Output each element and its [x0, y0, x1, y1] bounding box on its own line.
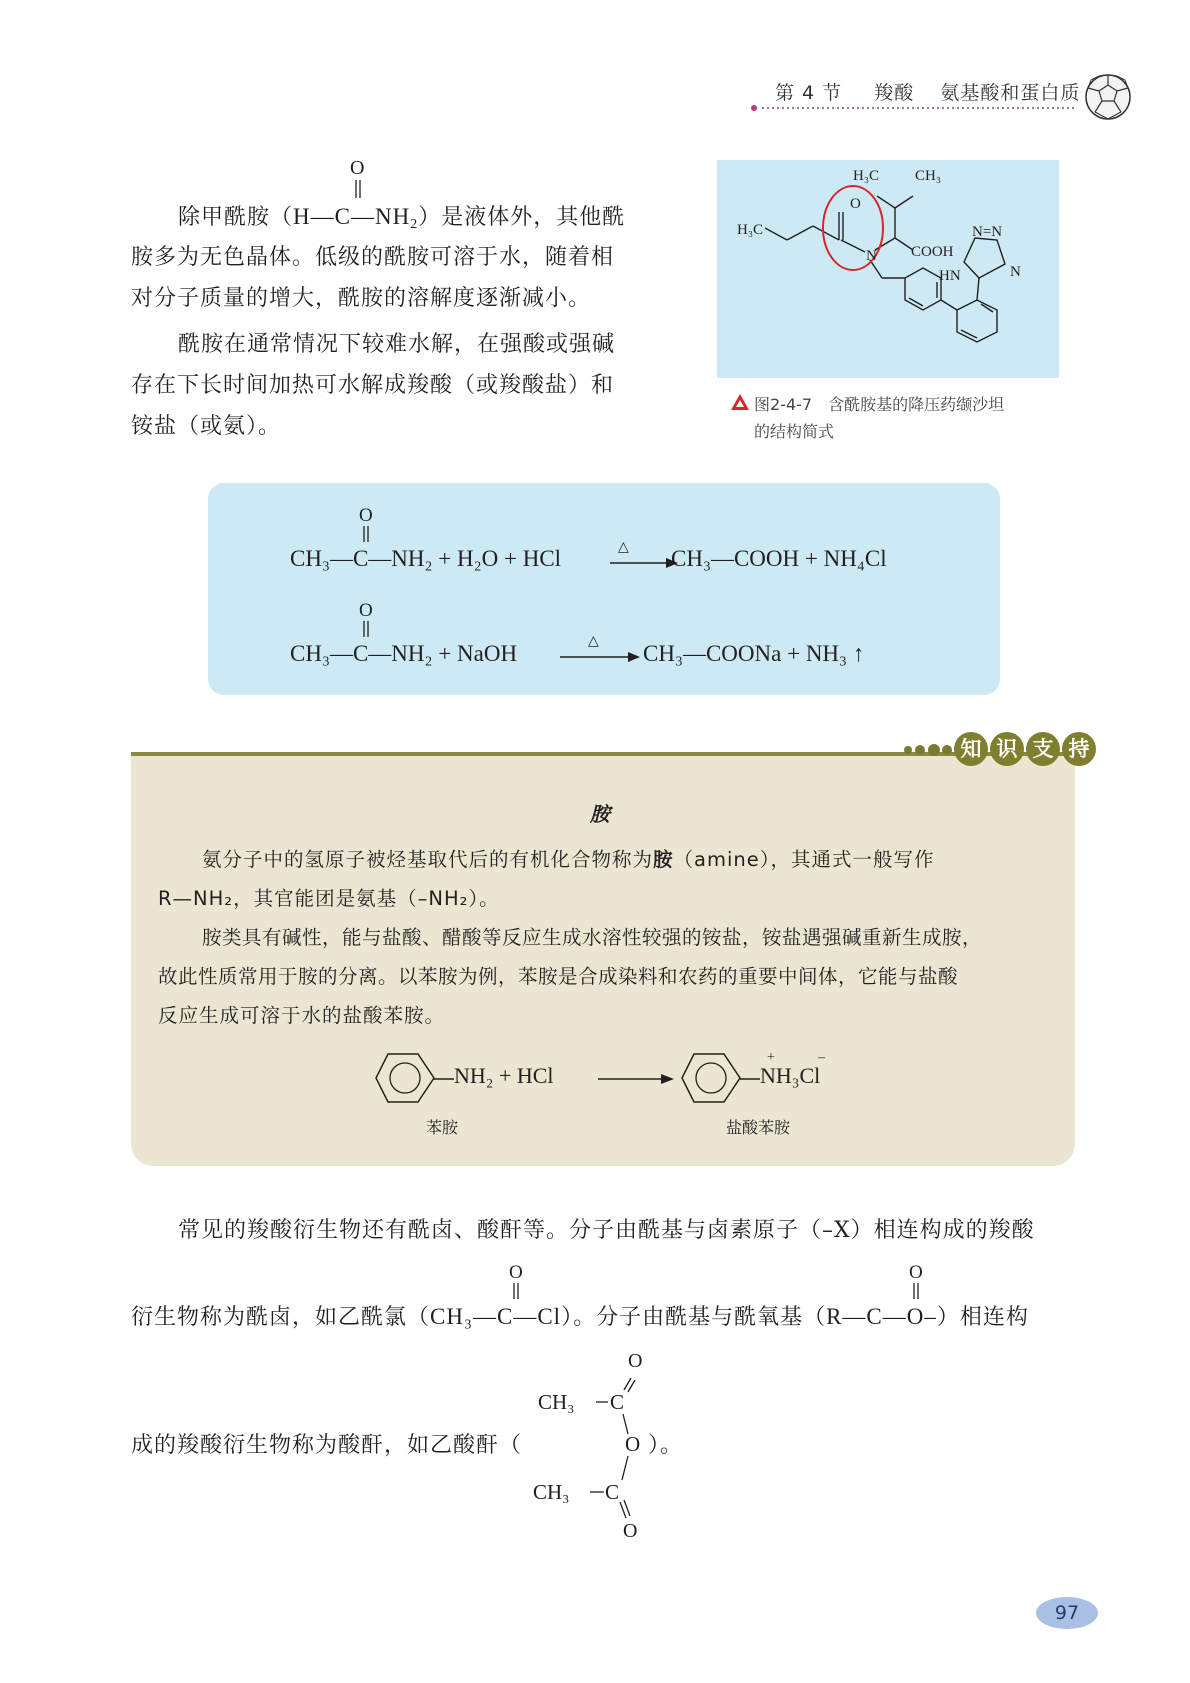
- valsartan-figure: [717, 160, 1059, 378]
- header-section: [775, 78, 1080, 105]
- para2-line1: 酰胺在通常情况下较难水解，在强酸或强碱: [178, 332, 616, 357]
- formamide-o: O: [350, 157, 365, 179]
- r1-o: O: [359, 505, 373, 526]
- figure-caption-line2: 的结构简式: [754, 422, 835, 441]
- r1-arrow: [610, 557, 678, 569]
- anhydride-ch3-bot: CH₃: [533, 1480, 570, 1504]
- label-n: N: [866, 248, 877, 264]
- para2-line2: 存在下长时间加热可水解成羧酸（或羧酸盐）和: [131, 373, 615, 398]
- header-dotted-rule: [750, 104, 1080, 112]
- caption-triangle-icon: [730, 393, 750, 411]
- minus-charge: –: [818, 1050, 825, 1065]
- badge-char-2: 识: [990, 732, 1024, 766]
- label-h3c-left: H₃C: [737, 222, 764, 238]
- plus-charge: +: [767, 1050, 775, 1065]
- knowledge-p2-line1: 胺类具有碱性，能与盐酸、醋酸等反应生成水溶性较强的铵盐，铵盐遇强碱重新生成胺，: [202, 926, 983, 949]
- label-aniline-hcl: 盐酸苯胺: [726, 1118, 791, 1137]
- r2-left: CH₃—C—NH₂ + NaOH: [290, 641, 518, 666]
- anhydride-c-top: C: [610, 1390, 625, 1414]
- r2-o: O: [359, 600, 373, 621]
- bond-left: [434, 1077, 454, 1081]
- valsartan-structure: [717, 160, 1059, 378]
- para3-line3-b: ）。: [648, 1433, 684, 1458]
- para1-line1: 除甲酰胺$(H—C—NH_2)$是液体外，其他酰: [178, 204, 626, 232]
- fullerene-icon: [1083, 72, 1133, 122]
- benzene-ring-right: [680, 1050, 744, 1106]
- para1-line3: 对分子质量的增大，酰胺的溶解度逐渐减小。: [131, 286, 592, 311]
- anhydride-o-bot: O: [623, 1520, 638, 1542]
- badge-char-1: 知: [954, 732, 988, 766]
- r2-double-bond: [361, 621, 371, 639]
- acyloxy-o: O: [909, 1262, 923, 1283]
- label-aniline: 苯胺: [426, 1118, 459, 1137]
- label-o: O: [850, 196, 861, 212]
- acyl-chloride-o: O: [509, 1262, 523, 1283]
- section-title-1: 羧酸: [874, 82, 915, 104]
- r2-arrow: [560, 651, 640, 663]
- label-h3c-top: H₃C: [853, 168, 880, 184]
- label-cooh: COOH: [911, 244, 954, 260]
- anhydride-o-mid: O: [625, 1432, 641, 1456]
- knowledge-p1-line2: R—NH₂，其官能团是氨基（–NH₂）。: [158, 887, 500, 910]
- aniline-eq-right: NH₃Cl: [760, 1063, 821, 1088]
- benzene-ring-left: [374, 1050, 438, 1106]
- r1-left: CH₃—C—NH₂ + H₂O + HCl: [290, 546, 562, 571]
- aniline-arrow: [598, 1073, 674, 1085]
- reaction-box: [208, 483, 1000, 695]
- para2-line3: 铵盐（或氨）。: [131, 414, 282, 439]
- section-number: 第 4 节: [775, 82, 843, 104]
- aniline-eq-left: NH₂ + HCl: [454, 1063, 554, 1088]
- knowledge-p2-line3: 反应生成可溶于水的盐酸苯胺。: [158, 1004, 446, 1027]
- section-title-2: 氨基酸和蛋白质: [940, 82, 1081, 104]
- r1-condition: △: [618, 540, 629, 555]
- badge-dots: [900, 742, 952, 758]
- knowledge-badge: [954, 732, 1096, 766]
- label-ch3-top: CH₃: [915, 168, 942, 184]
- knowledge-title: 胺: [590, 802, 610, 826]
- anhydride-c-bot: C: [605, 1480, 620, 1504]
- label-nn: N=N: [972, 224, 1003, 240]
- anhydride-ch3-top: CH₃: [538, 1390, 575, 1414]
- knowledge-p1-line1: 氨分子中的氢原子被烃基取代后的有机化合物称为胺（amine），其通式一般写作: [202, 848, 935, 871]
- para3-line2: 衍生物称为酰卤，如乙酰氯（CH₃—C—Cl）。分子由酰基与酰氧基（R—C—O–）相连构: [131, 1304, 1029, 1330]
- para3-line3-a: 成的羧酸衍生物称为酸酐，如乙酸酐（: [131, 1433, 523, 1458]
- page-number: 97: [1036, 1597, 1098, 1629]
- para1-line2: 胺多为无色晶体。低级的酰胺可溶于水，随着相: [131, 245, 615, 270]
- para3-line1: 常见的羧酸衍生物还有酰卤、酸酐等。分子由酰基与卤素原子（–X）相连构成的羧酸: [178, 1218, 1035, 1243]
- badge-char-3: 支: [1026, 732, 1060, 766]
- label-hn: HN: [939, 268, 961, 284]
- r2-right: CH₃—COONa + NH₃ ↑: [643, 641, 865, 666]
- anhydride-o-top: O: [628, 1350, 643, 1372]
- bond-right: [740, 1077, 760, 1081]
- label-n-right: N: [1010, 264, 1021, 280]
- knowledge-p2-line2: 故此性质常用于胺的分离。以苯胺为例，苯胺是合成染料和农药的重要中间体，它能与盐酸: [158, 965, 959, 988]
- anhydride-bonds: [570, 1368, 650, 1528]
- r1-right: CH₃—COOH + NH₄Cl: [671, 546, 887, 571]
- r2-condition: △: [588, 634, 599, 649]
- figure-caption-line1: 图2-4-7 含酰胺基的降压药缬沙坦: [754, 395, 1005, 414]
- badge-char-4: 持: [1062, 732, 1096, 766]
- r1-double-bond: [361, 526, 371, 544]
